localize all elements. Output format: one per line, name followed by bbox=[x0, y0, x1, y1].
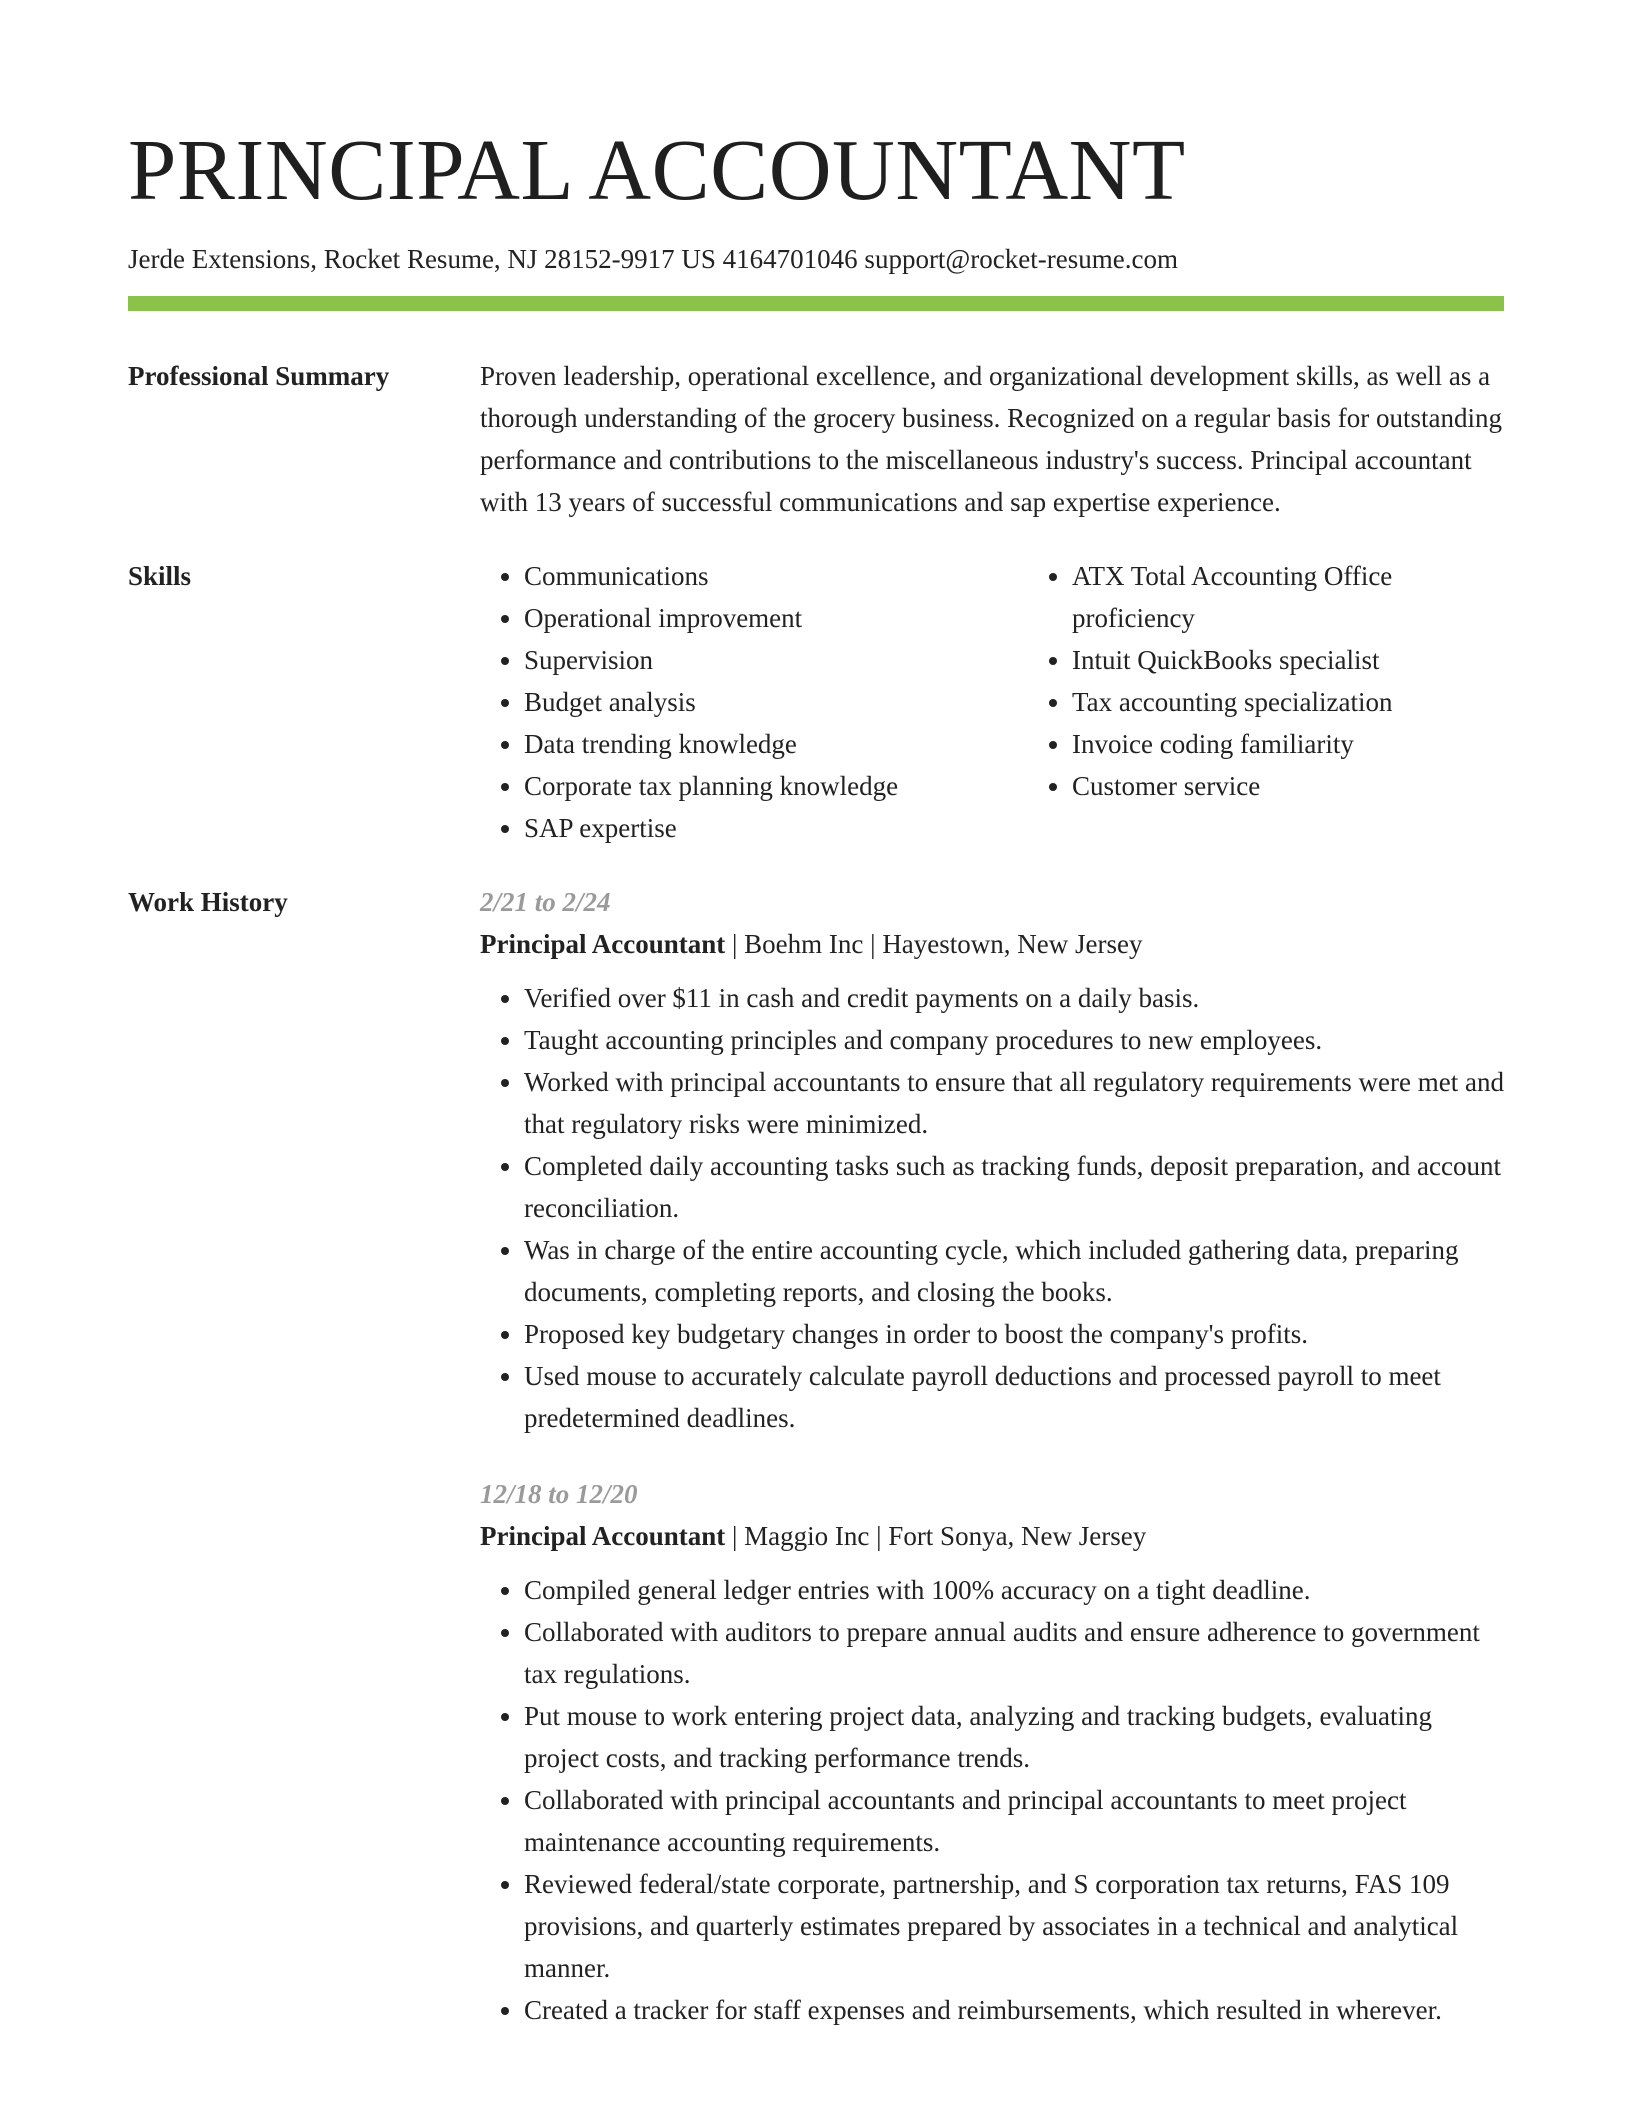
summary-section bbox=[128, 355, 1504, 523]
skill-item: • Tax accounting specialization bbox=[1072, 681, 1504, 723]
job-bullet: • Was in charge of the entire accounting cycle, which included gathering data, preparing documents, completing reports, and closing the books. bbox=[524, 1229, 1504, 1313]
job-title: Principal Accountant bbox=[480, 1521, 726, 1551]
job-title: Principal Accountant bbox=[480, 929, 726, 959]
accent-divider bbox=[128, 296, 1504, 311]
skill-item: • Intuit QuickBooks specialist bbox=[1072, 639, 1504, 681]
job-bullet: • Used mouse to accurately calculate payroll deductions and processed payroll to meet predetermined deadlines. bbox=[524, 1355, 1504, 1439]
section-label-skills: Skills bbox=[128, 561, 192, 591]
work-history-section bbox=[128, 881, 1504, 2031]
job-location: Hayestown, New Jersey bbox=[882, 929, 1143, 959]
job-separator: | bbox=[725, 929, 745, 959]
jobs-list bbox=[480, 881, 1504, 2031]
job-location: Fort Sonya, New Jersey bbox=[888, 1521, 1147, 1551]
job-separator: | bbox=[863, 929, 883, 959]
skill-item: • Communications bbox=[524, 555, 1028, 597]
job-dates: 2/21 to 2/24 bbox=[480, 887, 611, 917]
job-bullet: • Taught accounting principles and company procedures to new employees. bbox=[524, 1019, 1504, 1061]
skill-item: • ATX Total Accounting Office proficiency bbox=[1072, 555, 1504, 639]
job-bullet: • Compiled general ledger entries with 100% accuracy on a tight deadline. bbox=[524, 1569, 1504, 1611]
skill-item: • Data trending knowledge bbox=[524, 723, 1028, 765]
skill-item: • Operational improvement bbox=[524, 597, 1028, 639]
section-label-summary: Professional Summary bbox=[128, 361, 390, 391]
skill-item: • SAP expertise bbox=[524, 807, 1028, 849]
job-dates: 12/18 to 12/20 bbox=[480, 1479, 638, 1509]
job-company: Boehm Inc bbox=[744, 929, 864, 959]
job-bullet: • Collaborated with auditors to prepare annual audits and ensure adherence to government tax regulations. bbox=[524, 1611, 1504, 1695]
skills-list-right bbox=[1028, 555, 1504, 849]
contact-line: Jerde Extensions, Rocket Resume, NJ 28152-9917 US 4164701046 support@rocket-resume.com bbox=[128, 244, 1178, 274]
job-bullet: • Collaborated with principal accountants and principal accountants to meet project maintenance accounting requirements. bbox=[524, 1779, 1504, 1863]
skill-item: • Customer service bbox=[1072, 765, 1504, 807]
skill-item: • Supervision bbox=[524, 639, 1028, 681]
job-title-line bbox=[480, 1515, 1504, 1557]
job-bullet: • Put mouse to work entering project data, analyzing and tracking budgets, evaluating project costs, and tracking performance trends. bbox=[524, 1695, 1504, 1779]
job-bullet: • Created a tracker for staff expenses and reimbursements, which resulted in wherever. bbox=[524, 1989, 1504, 2031]
job-company: Maggio Inc bbox=[744, 1521, 870, 1551]
skills-list-left bbox=[480, 555, 1028, 849]
job-bullet: • Worked with principal accountants to ensure that all regulatory requirements were met and that regulatory risks were minimized. bbox=[524, 1061, 1504, 1145]
job-entry bbox=[480, 881, 1504, 1439]
job-title-line bbox=[480, 923, 1504, 965]
job-bullet: • Completed daily accounting tasks such as tracking funds, deposit preparation, and account reconciliation. bbox=[524, 1145, 1504, 1229]
job-bullet: • Verified over $11 in cash and credit payments on a daily basis. bbox=[524, 977, 1504, 1019]
skills-section bbox=[128, 555, 1504, 849]
job-bullet-list bbox=[480, 977, 1504, 1439]
resume-title: PRINCIPAL ACCOUNTANT bbox=[128, 121, 1186, 218]
job-bullet: • Reviewed federal/state corporate, partnership, and S corporation tax returns, FAS 109 provisions, and quarterly estimates prepared by associates in a technical and analytical manner. bbox=[524, 1863, 1504, 1989]
job-separator: | bbox=[725, 1521, 745, 1551]
summary-text: Proven leadership, operational excellence, and organizational development skills, as well as a thorough understanding of the grocery business. Recognized on a regular basis for outstanding performance and contributions to the miscellaneous industry's success. Principal accountant with 13 years of successful communications and sap expertise experience. bbox=[480, 361, 1503, 517]
section-label-work-history: Work History bbox=[128, 887, 288, 917]
job-separator: | bbox=[869, 1521, 889, 1551]
skill-item: • Invoice coding familiarity bbox=[1072, 723, 1504, 765]
skill-item: • Corporate tax planning knowledge bbox=[524, 765, 1028, 807]
skill-item: • Budget analysis bbox=[524, 681, 1028, 723]
job-bullet: • Proposed key budgetary changes in order to boost the company's profits. bbox=[524, 1313, 1504, 1355]
job-entry bbox=[480, 1473, 1504, 2031]
job-bullet-list bbox=[480, 1569, 1504, 2031]
